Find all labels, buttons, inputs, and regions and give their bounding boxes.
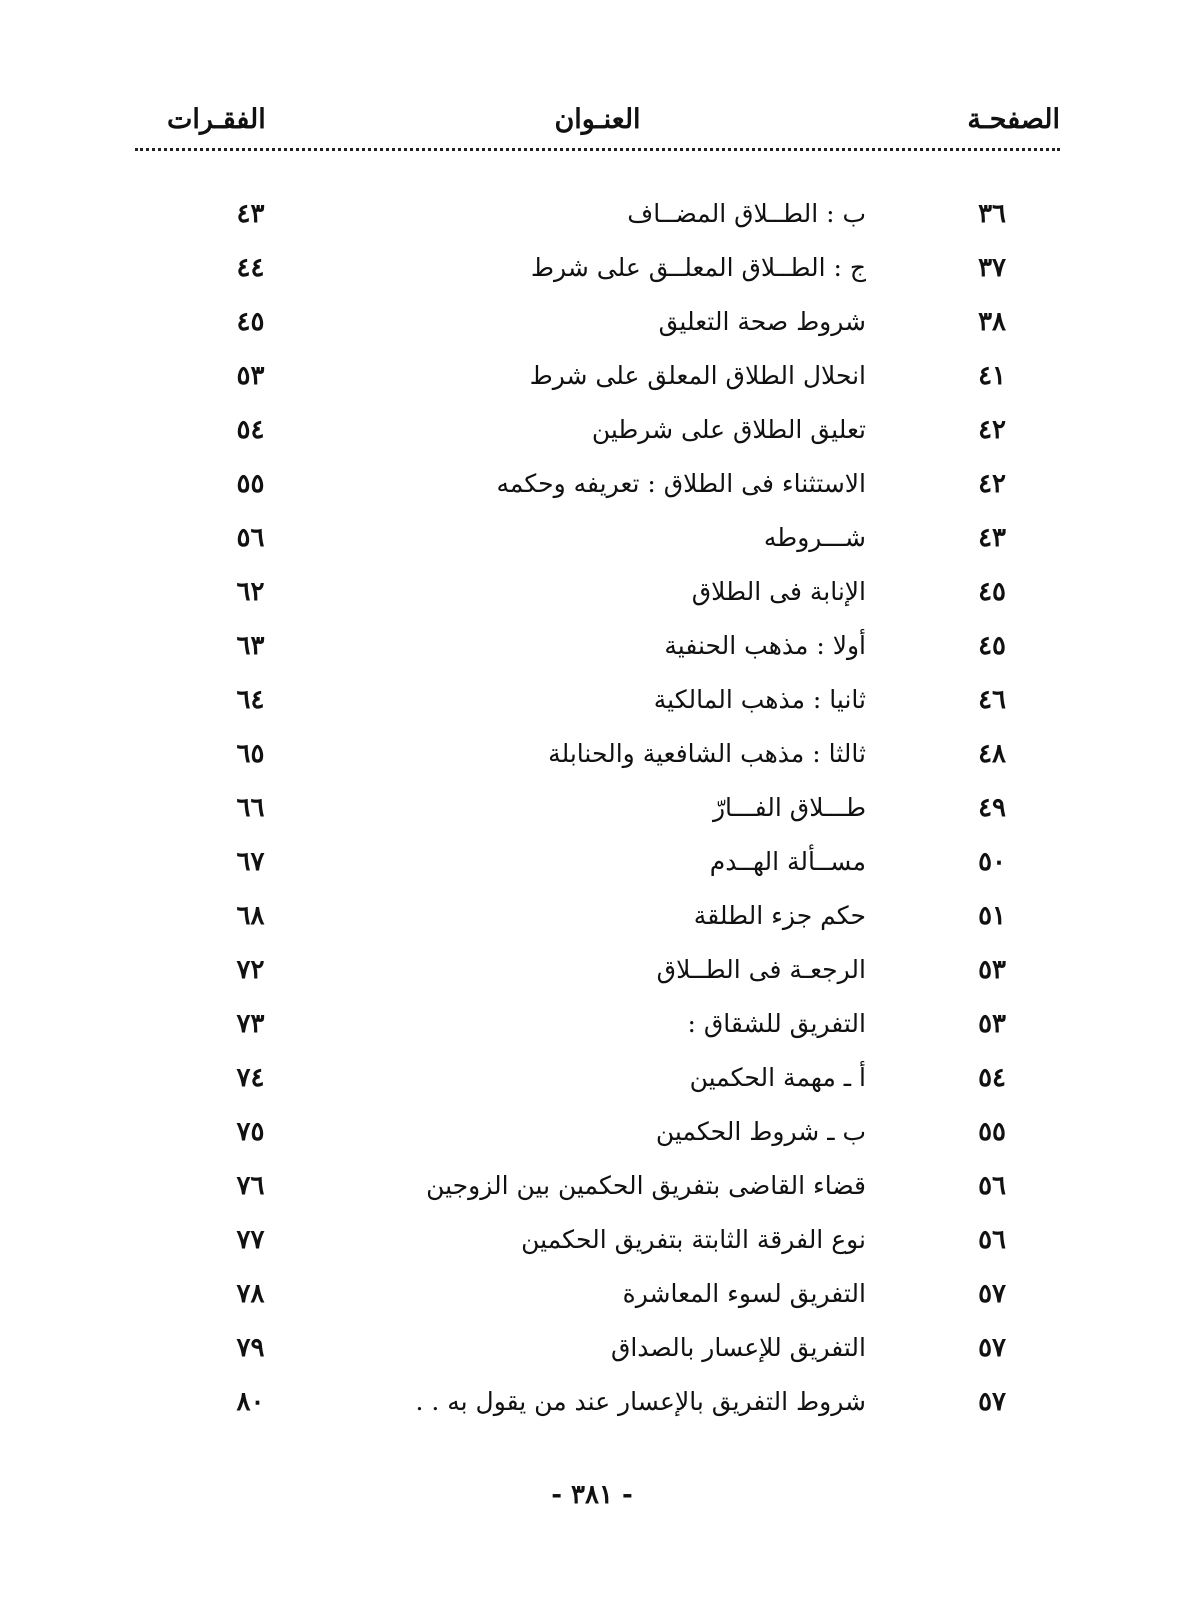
entry-title: مســألة الهــدم	[709, 847, 866, 876]
entry-paragraph-number: ٦٤	[236, 685, 265, 715]
entry-paragraph-number: ٧٥	[236, 1117, 265, 1147]
entry-paragraph-number: ٤٥	[236, 307, 265, 337]
entry-title: التفريق للإعسار بالصداق	[610, 1333, 866, 1362]
entry-page-number: ٤٢	[978, 469, 1006, 499]
entry-title: شروط صحة التعليق	[658, 307, 866, 336]
entry-title: قضاء القاضى بتفريق الحكمين بين الزوجين	[426, 1171, 866, 1200]
entry-page-number: ٥٦	[978, 1225, 1006, 1255]
entry-page-number: ٥٥	[978, 1117, 1006, 1147]
entry-title: ب : الطــلاق المضــاف	[627, 199, 866, 228]
entry-page-number: ٥٧	[978, 1333, 1006, 1363]
entry-page-number: ٥١	[978, 901, 1006, 931]
toc-row	[0, 571, 1184, 625]
toc-row	[0, 1003, 1184, 1057]
toc-row	[0, 517, 1184, 571]
toc-row	[0, 409, 1184, 463]
entry-page-number: ٤٣	[978, 523, 1006, 553]
toc-row	[0, 1219, 1184, 1273]
entry-title: ثالثا : مذهب الشافعية والحنابلة	[548, 739, 866, 768]
entry-page-number: ٣٦	[978, 199, 1006, 229]
entry-page-number: ٤٦	[978, 685, 1006, 715]
entry-title: الرجعـة فى الطــلاق	[656, 955, 866, 984]
entry-title: تعليق الطلاق على شرطين	[591, 415, 866, 444]
entry-paragraph-number: ٧٧	[236, 1225, 265, 1255]
toc-row	[0, 1327, 1184, 1381]
toc-row	[0, 733, 1184, 787]
header-paragraphs-column: الفقـرات	[167, 104, 266, 135]
toc-row	[0, 355, 1184, 409]
entry-paragraph-number: ٦٧	[236, 847, 265, 877]
entry-title: التفريق لسوء المعاشرة	[622, 1279, 866, 1308]
header-page-column: الصفحـة	[967, 104, 1060, 135]
entry-paragraph-number: ٦٨	[236, 901, 265, 931]
entry-title: الاستثناء فى الطلاق : تعريفه وحكمه	[496, 469, 866, 498]
toc-row	[0, 895, 1184, 949]
entry-title: نوع الفرقة الثابتة بتفريق الحكمين	[521, 1225, 866, 1254]
entry-title: شـــروطه	[763, 523, 866, 552]
entry-title: حكم جزء الطلقة	[693, 901, 866, 930]
header-title-column: العنـوان	[554, 104, 641, 135]
entry-title: ج : الطــلاق المعلــق على شرط	[530, 253, 866, 282]
entry-page-number: ٤٩	[978, 793, 1006, 823]
entry-paragraph-number: ٧٦	[236, 1171, 265, 1201]
entry-page-number: ٥٠	[978, 847, 1006, 877]
entry-paragraph-number: ٤٤	[236, 253, 265, 283]
entry-page-number: ٤٢	[978, 415, 1006, 445]
toc-row	[0, 949, 1184, 1003]
entry-paragraph-number: ٤٣	[236, 199, 265, 229]
entry-page-number: ٥٦	[978, 1171, 1006, 1201]
entry-title: التفريق للشقاق :	[687, 1009, 866, 1038]
entry-paragraph-number: ٧٩	[236, 1333, 265, 1363]
entry-page-number: ٥٣	[978, 1009, 1006, 1039]
entry-paragraph-number: ٥٤	[236, 415, 265, 445]
entry-paragraph-number: ٦٣	[236, 631, 265, 661]
entry-page-number: ٣٨	[978, 307, 1006, 337]
toc-row	[0, 1273, 1184, 1327]
toc-row	[0, 1165, 1184, 1219]
toc-row	[0, 787, 1184, 841]
entry-page-number: ٤٨	[978, 739, 1006, 769]
entry-title: الإنابة فى الطلاق	[691, 577, 866, 606]
entry-paragraph-number: ٧٢	[236, 955, 265, 985]
toc-row	[0, 1057, 1184, 1111]
entry-title: انحلال الطلاق المعلق على شرط	[529, 361, 866, 390]
header-dotted-divider	[135, 148, 1060, 151]
toc-row	[0, 1381, 1184, 1435]
entry-paragraph-number: ٦٦	[236, 793, 265, 823]
toc-row	[0, 301, 1184, 355]
entry-title: ثانيا : مذهب المالكية	[653, 685, 866, 714]
toc-row	[0, 193, 1184, 247]
entry-title: طـــلاق الفـــارّ	[712, 793, 866, 822]
entry-paragraph-number: ٨٠	[236, 1387, 265, 1417]
entry-page-number: ٤٥	[978, 631, 1006, 661]
entry-paragraph-number: ٦٥	[236, 739, 265, 769]
entry-paragraph-number: ٥٥	[236, 469, 265, 499]
page-number: - ٣٨١ -	[551, 1480, 633, 1510]
entry-paragraph-number: ٥٣	[236, 361, 265, 391]
toc-row	[0, 247, 1184, 301]
entry-paragraph-number: ٥٦	[236, 523, 265, 553]
entry-page-number: ٥٧	[978, 1279, 1006, 1309]
toc-row	[0, 841, 1184, 895]
toc-row	[0, 625, 1184, 679]
entry-title: أ ـ مهمة الحكمين	[689, 1063, 866, 1092]
entry-page-number: ٥٤	[978, 1063, 1006, 1093]
toc-row	[0, 463, 1184, 517]
entry-page-number: ٥٧	[978, 1387, 1006, 1417]
toc-row	[0, 1111, 1184, 1165]
entry-paragraph-number: ٦٢	[236, 577, 265, 607]
entry-paragraph-number: ٧٤	[236, 1063, 265, 1093]
entry-page-number: ٤٥	[978, 577, 1006, 607]
entry-title: ب ـ شروط الحكمين	[655, 1117, 866, 1146]
entry-paragraph-number: ٧٣	[236, 1009, 265, 1039]
entry-page-number: ٣٧	[978, 253, 1006, 283]
entry-title: أولا : مذهب الحنفية	[664, 631, 866, 660]
toc-row	[0, 679, 1184, 733]
table-header	[135, 104, 1060, 148]
entry-paragraph-number: ٧٨	[236, 1279, 265, 1309]
entry-page-number: ٤١	[978, 361, 1006, 391]
entry-page-number: ٥٣	[978, 955, 1006, 985]
entry-title: شروط التفريق بالإعسار عند من يقول به . .	[415, 1387, 866, 1416]
toc-entries	[0, 193, 1184, 1435]
